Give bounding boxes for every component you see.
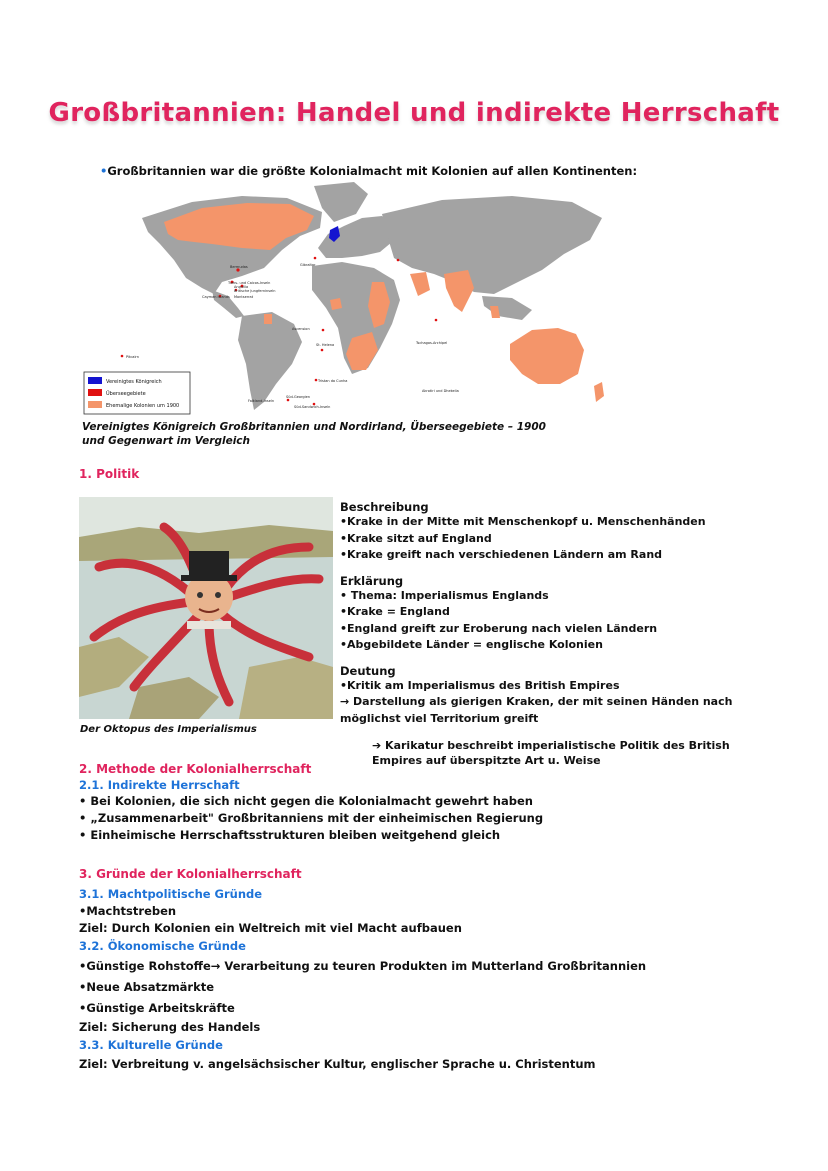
- section2-heading: 2. Methode der Kolonialherrschaft: [79, 762, 312, 776]
- map-label: Süd-Georgien: [286, 395, 311, 399]
- section1-heading: 1. Politik: [79, 467, 140, 481]
- beschreibung-item: •Krake greift nach verschiedenen Ländern am Rand: [340, 548, 663, 561]
- legend-swatch-colonies: [88, 401, 102, 408]
- erklaerung-item: •England greift zur Eroberung nach vielen Ländern: [340, 621, 658, 635]
- erklaerung-heading: Erklärung: [340, 573, 404, 588]
- world-map: [82, 178, 620, 418]
- map-label: Pitcairn: [126, 355, 140, 359]
- section3-sub1: 3.1. Machtpolitische Gründe: [79, 887, 263, 901]
- octopus-cartoon-image: [79, 497, 333, 719]
- section3-sub2-item: •Günstige Arbeitskräfte: [79, 1001, 235, 1015]
- section2-item: • Bei Kolonien, die sich nicht gegen die Kolonialmacht gewehrt haben: [79, 794, 533, 808]
- section3: [79, 867, 779, 1073]
- map-legend: [84, 372, 190, 414]
- page-title: Großbritannien: Handel und indirekte Herrschaft: [48, 98, 780, 128]
- map-label: Gibraltar: [300, 263, 316, 267]
- section2: [79, 762, 779, 844]
- map-label: Akrotiri und Dhekelia: [422, 389, 459, 393]
- legend-label-overseas: Überseegebiete: [106, 391, 146, 397]
- map-label: St. Helena: [316, 343, 335, 347]
- deutung-heading: Deutung: [340, 663, 396, 678]
- map-label: Tschagos-Archipel: [416, 341, 448, 345]
- deutung-item: •Kritik am Imperialismus des British Empires: [340, 678, 620, 692]
- erklaerung-item: • Thema: Imperialismus Englands: [340, 588, 549, 602]
- section3-sub2-item: •Neue Absatzmärkte: [79, 980, 215, 994]
- intro-line: [100, 164, 637, 178]
- map-label: Tristan da Cunha: [318, 379, 348, 383]
- erklaerung-item: •Abgebildete Länder = englische Kolonien: [340, 638, 603, 651]
- section2-item: • „Zusammenarbeit" Großbritanniens mit der einheimischen Regierung: [79, 811, 544, 825]
- beschreibung-item: •Krake sitzt auf England: [340, 531, 492, 545]
- map-africa-west-colony: [330, 298, 342, 310]
- legend-label-uk: Vereinigtes Königreich: [106, 379, 162, 385]
- map-label: Britische Jungferninseln: [234, 289, 276, 293]
- section3-heading: 3. Gründe der Kolonialherrschaft: [79, 867, 302, 881]
- legend-swatch-overseas: [88, 389, 102, 396]
- intro-bullet: •: [100, 164, 108, 178]
- legend-swatch-uk: [88, 377, 102, 384]
- section3-sub2-item: Ziel: Sicherung des Handels: [79, 1020, 261, 1034]
- beschreibung-heading: Beschreibung: [340, 500, 429, 514]
- section2-item: • Einheimische Herrschaftsstrukturen bleiben weitgehend gleich: [79, 828, 501, 842]
- intro-text: Großbritannien war die größte Kolonialmacht mit Kolonien auf allen Kontinenten:: [107, 164, 638, 178]
- map-label: Falkland-Inseln: [248, 399, 275, 403]
- cartoon-analysis: [340, 500, 780, 727]
- section3-sub1-item: •Machtstreben: [79, 904, 177, 918]
- map-guyana-colony: [264, 314, 272, 324]
- cartoon-caption: Der Oktopus des Imperialismus: [80, 724, 257, 735]
- map-label: Cayman Islands: [202, 295, 230, 299]
- map-label: Turks- und Caicos-Inseln: [228, 281, 271, 285]
- map-label: Ascension: [292, 327, 310, 331]
- section3-sub3: 3.3. Kulturelle Gründe: [79, 1038, 223, 1052]
- erklaerung-item: •Krake = England: [340, 605, 450, 618]
- legend-label-colonies: Ehemalige Kolonien um 1900: [106, 403, 180, 409]
- section3-sub3-item: Ziel: Verbreitung v. angelsächsischer Kultur, englischer Sprache u. Christentum: [79, 1057, 596, 1071]
- deutung-conclusion: ➔ Karikatur beschreibt imperialistische Politik des British Empires auf überspitzte Art u. Weise: [372, 739, 730, 767]
- section2-subheading: 2.1. Indirekte Herrschaft: [79, 778, 240, 792]
- map-label: Anguilla: [234, 285, 249, 289]
- section3-sub2-item: •Günstige Rohstoffe→ Verarbeitung zu teuren Produkten im Mutterland Großbritannien: [79, 959, 647, 973]
- map-caption: Vereinigtes Königreich Großbritannien und Nordirland, Überseegebiete – 1900 und Gegenwart im Vergleich: [82, 421, 546, 447]
- section3-sub2: 3.2. Ökonomische Gründe: [79, 939, 246, 953]
- map-label: Süd-Sandwich-Inseln: [294, 405, 331, 409]
- map-label: Montserrat: [234, 295, 254, 299]
- section3-sub1-item: Ziel: Durch Kolonien ein Weltreich mit viel Macht aufbauen: [79, 921, 462, 935]
- beschreibung-item: •Krake in der Mitte mit Menschenkopf u. Menschenhänden: [340, 515, 706, 528]
- deutung-item: → Darstellung als gierigen Kraken, der mit seinen Händen nach möglichst viel Territorium greift: [340, 695, 733, 725]
- map-label: Bermudas: [230, 265, 248, 269]
